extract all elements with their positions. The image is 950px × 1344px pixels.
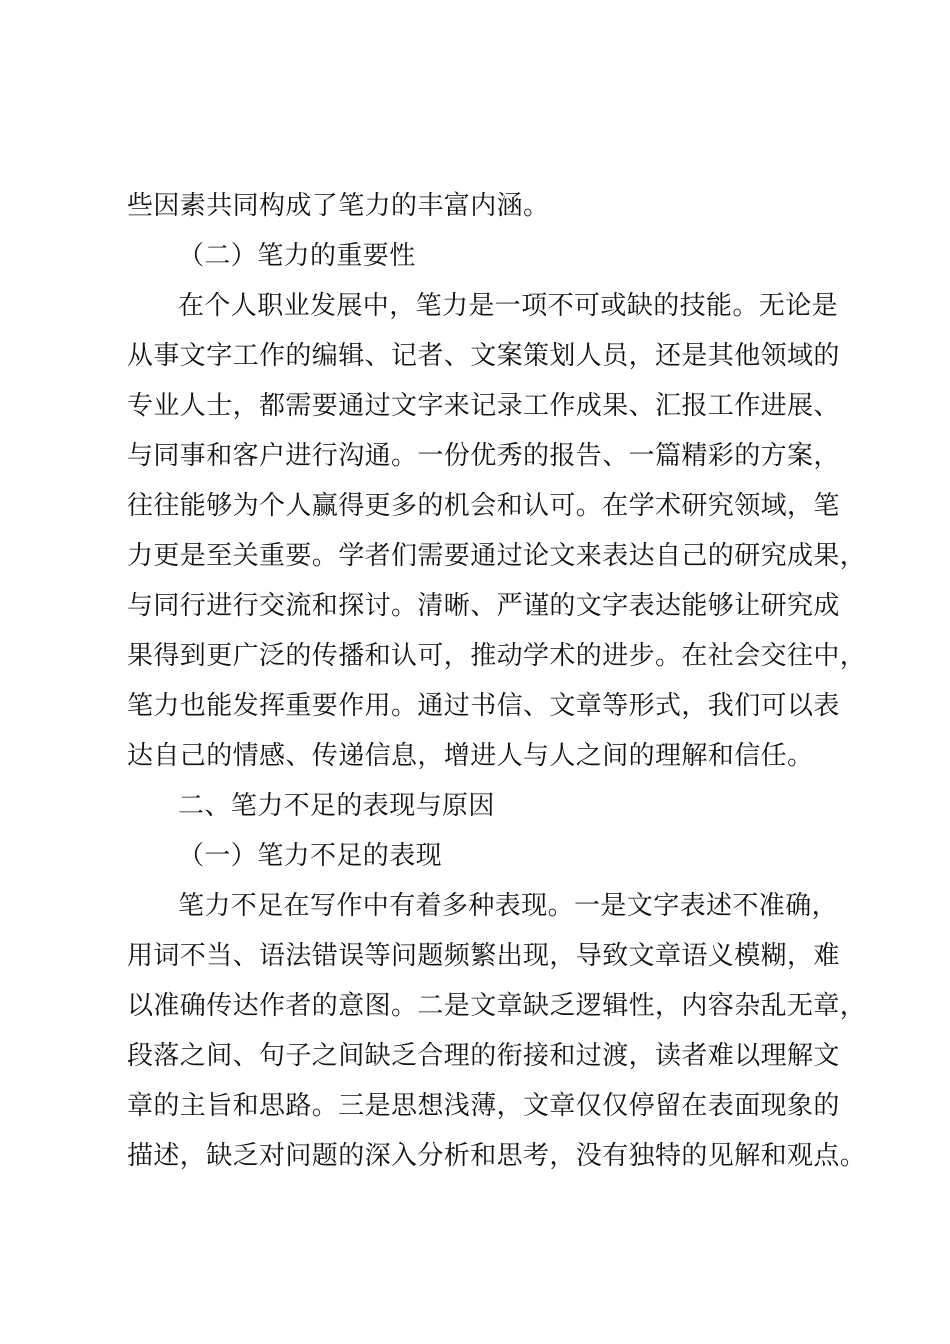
paragraph-line: 从事文字工作的编辑、记者、文案策划人员，还是其他领域的 (127, 341, 840, 371)
subsection-heading: （一）笔力不足的表现 (178, 841, 443, 871)
paragraph-line: 往往能够为个人赢得更多的机会和认可。在学术研究领域，笔 (127, 491, 840, 521)
paragraph-line: 与同事和客户进行沟通。一份优秀的报告、一篇精彩的方案， (127, 441, 840, 471)
paragraph-line: 描述，缺乏对问题的深入分析和思考，没有独特的见解和观点。 (127, 1141, 867, 1171)
paragraph-line: 段落之间、句子之间缺乏合理的衔接和过渡，读者难以理解文 (127, 1041, 840, 1071)
paragraph-line: 与同行进行交流和探讨。清晰、严谨的文字表达能够让研究成 (127, 591, 840, 621)
paragraph-line: 章的主旨和思路。三是思想浅薄，文章仅仅停留在表面现象的 (127, 1091, 840, 1121)
paragraph-line: 专业人士，都需要通过文字来记录工作成果、汇报工作进展、 (127, 391, 840, 421)
paragraph-line: 笔力不足在写作中有着多种表现。一是文字表述不准确， (178, 891, 839, 921)
section-heading: 二、笔力不足的表现与原因 (178, 791, 495, 821)
paragraph-line: 果得到更广泛的传播和认可，推动学术的进步。在社会交往中， (127, 641, 867, 671)
paragraph-line: 笔力也能发挥重要作用。通过书信、文章等形式，我们可以表 (127, 691, 840, 721)
paragraph-line: 达自己的情感、传递信息，增进人与人之间的理解和信任。 (127, 741, 814, 771)
paragraph-line: 力更是至关重要。学者们需要通过论文来表达自己的研究成果， (127, 541, 867, 571)
section-heading: （二）笔力的重要性 (178, 241, 416, 271)
paragraph-line: 些因素共同构成了笔力的丰富内涵。 (127, 191, 550, 221)
paragraph-line: 在个人职业发展中，笔力是一项不可或缺的技能。无论是 (178, 291, 839, 321)
paragraph-line: 用词不当、语法错误等问题频繁出现，导致文章语义模糊，难 (127, 941, 840, 971)
paragraph-line: 以准确传达作者的意图。二是文章缺乏逻辑性，内容杂乱无章， (127, 991, 867, 1021)
